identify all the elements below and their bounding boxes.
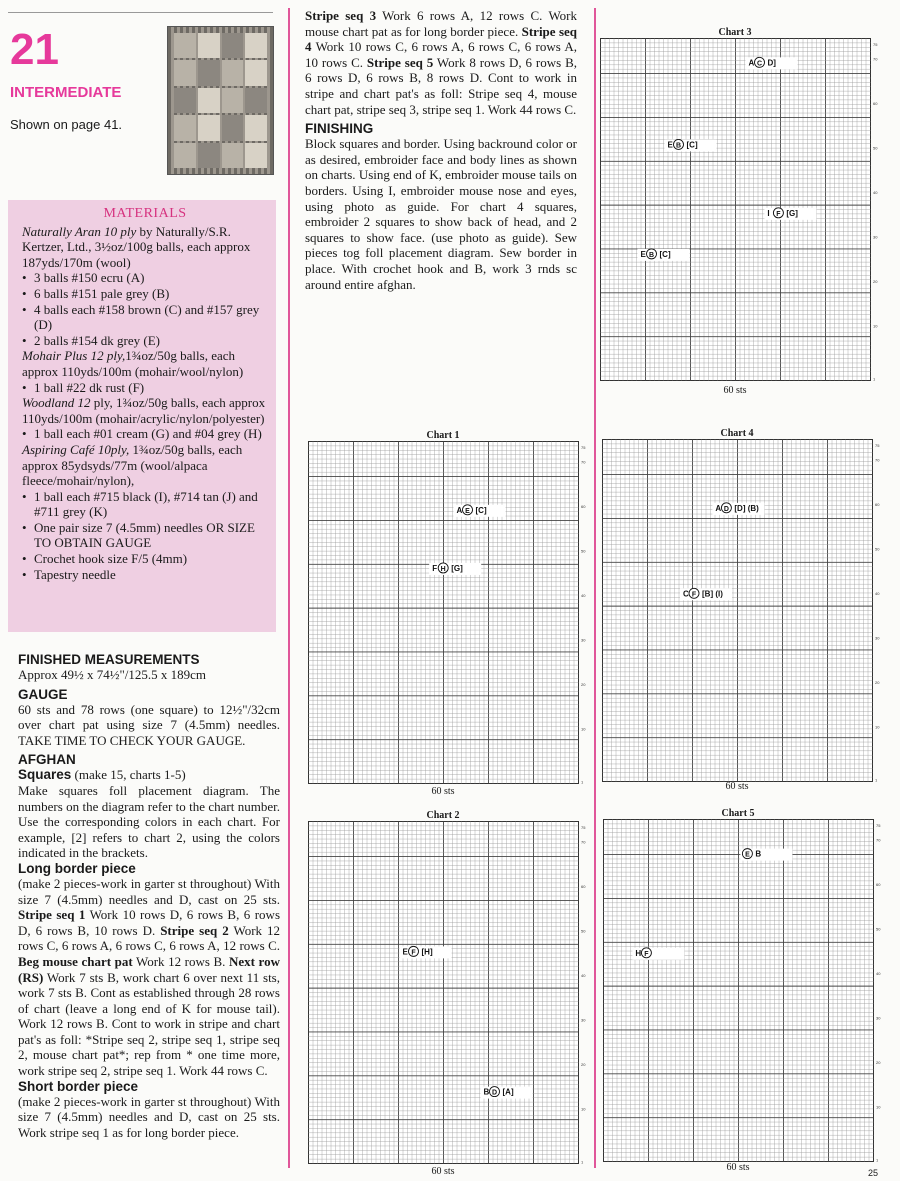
row-tick-label: 60 <box>581 503 586 509</box>
color-key-label <box>454 505 506 517</box>
material-item: • 1 ball each #715 black (I), #714 tan (J) and #711 grey (K) <box>22 489 268 520</box>
chart-4-grid <box>602 439 887 785</box>
row-tick-label: 1 <box>876 1157 879 1163</box>
chart-2-title: Chart 2 <box>426 810 460 821</box>
finishing-heading: FINISHING <box>305 121 374 137</box>
color-key-label <box>665 139 717 151</box>
color-letter: A <box>748 58 755 68</box>
row-tick-label: 60 <box>581 883 586 889</box>
materials-box <box>8 200 276 632</box>
stripe-seq-5-label: Stripe seq 5 <box>366 54 434 70</box>
row-tick-label: 10 <box>581 726 586 732</box>
row-tick-label: 75 <box>876 823 881 828</box>
row-tick-label: 40 <box>875 590 880 596</box>
yarn-3-desc: ply, 1¾oz/50g balls, each approx 110yds/100m (mohair/acrylic/nylon/polyester) <box>22 395 266 426</box>
row-tick-label: 75 <box>581 445 586 450</box>
bracket-colors: [G] <box>451 563 463 573</box>
row-tick-label: 50 <box>875 546 880 552</box>
yarn-1-name: Naturally Aran 10 ply <box>22 223 137 239</box>
color-key-label <box>400 946 452 958</box>
bracket-colors: B <box>755 849 762 859</box>
color-key-label <box>764 208 816 220</box>
chart-1-grid <box>308 441 593 787</box>
color-key-label <box>712 503 764 515</box>
yarn-2-name: Mohair Plus 12 ply, <box>22 348 126 364</box>
color-key-label <box>429 563 481 575</box>
row-tick-label: 40 <box>581 592 586 598</box>
material-item: • 6 balls #151 pale grey (B) <box>22 286 268 302</box>
chart-5-title: Chart 5 <box>721 808 755 819</box>
chart-3-footer: 60 sts <box>723 385 747 396</box>
row-tick-label: 30 <box>873 234 878 240</box>
stripe-text: Work 6 rows A, 12 rows C. Work mouse chart pat as for long border piece. <box>305 8 577 39</box>
material-item: • Tapestry needle <box>22 567 268 583</box>
stripe-text: Work 10 rows C, 6 rows A, 6 rows C, 6 rows A, 10 rows C. <box>305 39 577 70</box>
material-item: • Crochet hook size F/5 (4mm) <box>22 551 268 567</box>
color-letter: I <box>767 208 770 218</box>
bracket-colors: [C] <box>659 249 671 259</box>
afghan-heading: AFGHAN <box>18 752 76 768</box>
circled-letter: F <box>776 210 781 218</box>
afghan-photo <box>167 26 274 175</box>
chart-4-footer: 60 sts <box>725 781 749 792</box>
long-border-heading: Long border piece <box>18 860 136 876</box>
top-rule <box>8 12 273 13</box>
row-tick-label: 75 <box>873 42 878 47</box>
stripe-seq-4-label: Stripe seq 4 <box>305 23 577 55</box>
chart-2-grid <box>308 821 593 1167</box>
color-letter: E <box>640 249 646 259</box>
material-item: • 1 ball #22 dk rust (F) <box>22 380 268 396</box>
beg-mouse-label: Beg mouse chart pat <box>18 953 133 969</box>
color-letter: E <box>667 140 673 150</box>
color-letter: B <box>483 1087 490 1097</box>
squares-heading: Squares <box>18 767 72 783</box>
row-tick-label: 40 <box>873 189 878 195</box>
row-tick-label: 60 <box>876 881 881 887</box>
row-tick-label: 75 <box>875 443 880 448</box>
yarn-1-desc: by Naturally/S.R. Kertzer, Ltd., 3½oz/100g balls, each approx 187yds/170m (wool) <box>22 223 251 270</box>
bracket-colors: D] <box>767 58 776 68</box>
row-tick-label: 50 <box>581 928 586 934</box>
short-border-heading: Short border piece <box>18 1078 139 1094</box>
chart-3-grid <box>600 38 885 384</box>
bracket-colors: [G] <box>786 208 798 218</box>
long-border-text: (make 2 pieces-work in garter st throughout) With size 7 (4.5mm) needles and D, cast on 25 sts. <box>18 875 280 907</box>
stripe-seq-2-label: Stripe seq 2 <box>160 922 229 938</box>
gauge-heading: GAUGE <box>18 686 68 702</box>
chart-4-title: Chart 4 <box>720 428 754 439</box>
finishing-text: Block squares and border. Using backround color or as desired, embroider face and body lines as shown on charts. Using end of K, embroider mouse tails on borders. Using I, embroider mouse nose and eyes, using photo as guide. For chart 4 squares, embroider 2 squares to show back of head, and 2 squares to show face. (use photo as guide). Sew pieces tog foll placement diagram. Sew border in place. With crochet hook and B, work 3 rnds sc around entire afghan. <box>305 136 577 292</box>
yarn-3-name: Woodland 12 <box>22 395 91 411</box>
bracket-colors: [B] (I) <box>702 589 723 599</box>
row-tick-label: 40 <box>581 972 586 978</box>
circled-letter: D <box>491 1089 498 1097</box>
row-tick-label: 30 <box>876 1015 881 1021</box>
row-tick-label: 50 <box>876 926 881 932</box>
page-number: 25 <box>868 1168 879 1178</box>
color-letter: A <box>456 505 463 515</box>
row-tick-label: 1 <box>873 376 876 382</box>
yarn-4-name: Aspiring Café 10ply, <box>22 441 130 457</box>
row-tick-label: 30 <box>581 637 586 643</box>
column-rule-left <box>288 8 290 1168</box>
circled-letter: H <box>440 565 446 573</box>
row-tick-label: 1 <box>875 777 878 783</box>
material-item: • One pair size 7 (4.5mm) needles OR SIZE TO OBTAIN GAUGE <box>22 520 268 551</box>
row-tick-label: 20 <box>581 681 586 687</box>
row-tick-label: 60 <box>873 100 878 106</box>
row-tick-label: 10 <box>875 724 880 730</box>
row-tick-label: 50 <box>873 145 878 151</box>
color-key-label <box>680 588 732 600</box>
chart-5-footer: 60 sts <box>726 1162 750 1173</box>
color-key-label <box>740 849 792 861</box>
finished-heading: FINISHED MEASUREMENTS <box>18 652 200 667</box>
stripe-seq-1-label: Stripe seq 1 <box>18 907 86 923</box>
circled-letter: D <box>723 505 729 513</box>
pattern-number: 21 <box>10 25 59 74</box>
circled-letter: F <box>411 949 416 957</box>
row-tick-label: 20 <box>875 679 880 685</box>
short-border-text: (make 2 pieces-work in garter st throughout) With size 7 (4.5mm) needles and D, cast on 25 sts. Work stripe seq 1 as for long border piece. <box>18 1093 280 1140</box>
row-tick-label: 50 <box>581 548 586 554</box>
color-letter: H <box>635 948 642 958</box>
bracket-colors: [H] <box>421 947 433 957</box>
stripe-text: Work 8 rows D, 6 rows B, 6 rows D, 6 rows B, 8 rows D. Cont to work in stripe and chart pat's as foll: Stripe seq 4, mouse chart pat, stripe seq 3, stripe seq 1. Work 44 rows C. <box>305 54 578 117</box>
circled-letter: C <box>756 60 763 68</box>
row-tick-label: 1 <box>581 779 584 785</box>
material-item: • 2 balls #154 dk grey (E) <box>22 333 268 349</box>
color-letter: E <box>402 947 408 957</box>
row-tick-label: 20 <box>876 1059 881 1065</box>
row-tick-label: 70 <box>873 56 878 62</box>
row-tick-label: 60 <box>875 501 880 507</box>
color-key-label <box>746 57 798 69</box>
middle-instructions <box>305 8 577 292</box>
squares-paren: (make 15, charts 1-5) <box>71 767 186 783</box>
row-tick-label: 10 <box>876 1104 881 1110</box>
chart-5-grid <box>603 819 888 1165</box>
row-tick-label: 70 <box>581 459 586 465</box>
row-tick-label: 40 <box>876 970 881 976</box>
long-border-text: Work 10 rows D, 6 rows B, 6 rows D, 6 rows B, 10 rows D. <box>18 907 280 938</box>
long-border-text: Work 12 rows B. <box>132 953 229 969</box>
bracket-colors: [A] <box>502 1087 514 1097</box>
color-key-label <box>632 948 684 960</box>
material-item: • 3 balls #150 ecru (A) <box>22 270 268 286</box>
circled-letter: F <box>691 591 697 599</box>
column-rule-right <box>594 8 596 1168</box>
chart-3-title: Chart 3 <box>718 27 752 38</box>
gauge-text: 60 sts and 78 rows (one square) to 12½"/32cm over chart pat using size 7 (4.5mm) needles. TAKE TIME TO CHECK YOUR GAUGE. <box>18 701 280 748</box>
row-tick-label: 20 <box>873 278 878 284</box>
row-tick-label: 75 <box>581 825 586 830</box>
circled-letter: B <box>648 251 655 259</box>
left-instructions <box>18 652 280 1140</box>
stripe-seq-3-label: Stripe seq 3 <box>305 8 377 23</box>
long-border-text: Work 12 rows C, 6 rows A, 6 rows C, 6 rows A, 12 rows C. <box>18 922 281 954</box>
finished-text: Approx 49½ x 74½"/125.5 x 189cm <box>18 667 207 682</box>
material-item: • 4 balls each #158 brown (C) and #157 grey (D) <box>22 302 268 333</box>
row-tick-label: 10 <box>581 1106 586 1112</box>
skill-level: INTERMEDIATE <box>10 84 122 101</box>
yarn-4-desc: 1¾oz/50g balls, each approx 85ydsyds/77m (wool/alpaca fleece/mohair/nylon), <box>22 441 243 489</box>
color-key-label <box>481 1087 533 1099</box>
color-letter: A <box>715 503 722 513</box>
circled-letter: F <box>644 950 649 958</box>
row-tick-label: 30 <box>581 1017 586 1023</box>
chart-1-footer: 60 sts <box>431 786 455 797</box>
color-key-label <box>638 249 690 261</box>
chart-2-footer: 60 sts <box>431 1166 455 1177</box>
row-tick-label: 10 <box>873 323 878 329</box>
circled-letter: B <box>675 142 682 150</box>
long-border-text: Work 7 sts B, work chart 6 over next 11 sts, work 7 sts B. Cont as established through 28 rows of chart (leave a long end of K for mouse tail). Work 12 rows B. Cont to work in stripe and chart pat's as foll: *Stripe seq 2, stripe seq 1, stripe seq 2, mouse chart pat*; rep from * one time more, work stripe seq 2, stripe seq 1. Work 44 rows C. <box>18 969 280 1079</box>
row-tick-label: 1 <box>581 1159 584 1165</box>
color-letter: C <box>683 589 689 599</box>
color-letter: F <box>432 563 438 573</box>
row-tick-label: 70 <box>875 457 880 463</box>
row-tick-label: 70 <box>581 839 586 845</box>
circled-letter: E <box>465 507 470 515</box>
bracket-colors: [C] <box>475 505 487 515</box>
row-tick-label: 30 <box>875 635 880 641</box>
material-item: • 1 ball each #01 cream (G) and #04 grey (H) <box>22 426 268 442</box>
circled-letter: E <box>745 851 750 859</box>
shown-on-text: Shown on page 41. <box>10 117 123 132</box>
bracket-colors: [C] <box>686 140 698 150</box>
row-tick-label: 70 <box>876 837 881 843</box>
next-row-label: Next row (RS) <box>18 953 280 985</box>
materials-title: MATERIALS <box>103 206 187 221</box>
squares-text: Make squares foll placement diagram. The numbers on the diagram refer to the chart number. Use the corresponding colors in each chart. For example, [2] refers to chart 2, using the colors indicated in the brackets. <box>18 782 280 861</box>
row-tick-label: 20 <box>581 1061 586 1067</box>
bracket-colors: [D] (B) <box>734 503 759 513</box>
yarn-2-desc: 1¾oz/50g balls, each approx 110yds/100m (mohair/wool/nylon) <box>22 348 244 379</box>
chart-1-title: Chart 1 <box>426 430 460 441</box>
